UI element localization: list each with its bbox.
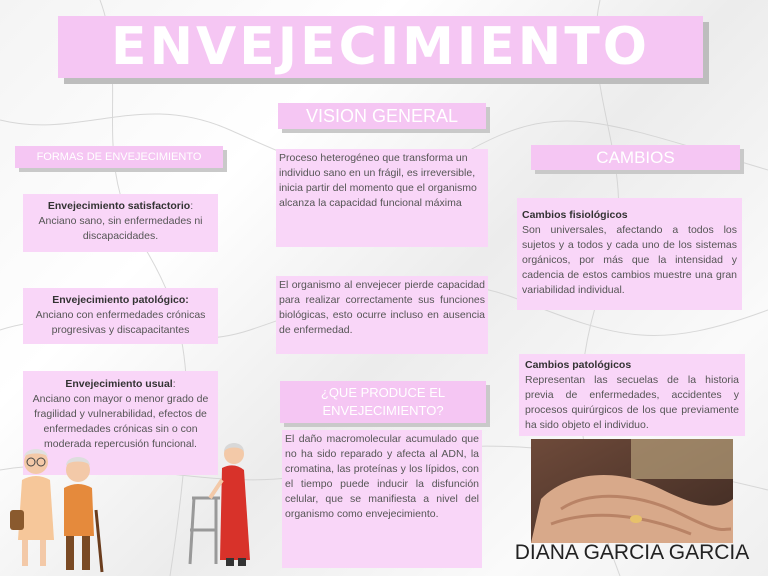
elderly-hands-photo xyxy=(531,439,733,543)
card-patologico xyxy=(23,288,218,344)
changes-header xyxy=(531,145,740,170)
overview-paragraph-1: Proceso heterogéneo que transforma un individuo sano en un frágil, es irreversible, inicia partir del momento que el organismo alcanza la capacidad funcional máxima xyxy=(276,149,488,247)
card-physiological-heading: Cambios fisiológicos xyxy=(522,209,628,221)
card-physiological-body: Son universales, afectando a todos los sujetos y a todos y cada uno de los sistemas orgánicos, por más que la intensidad y cadencia de estos cambios muestre una gran variabilidad individual. xyxy=(522,224,737,296)
changes-header-text: CAMBIOS xyxy=(596,148,675,167)
overview-header xyxy=(278,103,486,129)
author-name-text: DIANA GARCIA GARCIA xyxy=(514,541,750,564)
overview-paragraph-2: El organismo al envejecer pierde capacidad para realizar correctamente sus funciones biológicas, esto ocurre incluso en ausencia de enfermedad. xyxy=(276,276,488,354)
card-pathological-heading: Cambios patológicos xyxy=(525,359,632,371)
elderly-walker-illustration xyxy=(186,440,266,570)
overview-header-text: VISION GENERAL xyxy=(305,106,459,126)
card-physiological xyxy=(517,198,742,310)
cause-header-text: ¿QUE PRODUCE EL ENVEJECIMIENTO? xyxy=(320,385,446,418)
page-title-text: ENVEJECIMIENTO xyxy=(111,17,650,77)
card-satisfactorio: Envejecimiento satisfactorio: Anciano sano, sin enfermedades ni discapacidades. xyxy=(23,194,218,252)
card-satisfactorio-heading: Envejecimiento satisfactorio xyxy=(47,200,191,212)
author-name xyxy=(512,541,752,569)
card-pathological-body: Representan las secuelas de la historia previa de enfermedades, accidentes y procesos quirúrgicos de los que previamente ha sido objeto el individuo. xyxy=(525,374,739,431)
card-usual-body: Anciano con mayor o menor grado de fragilidad y vulnerabilidad, efectos de enfermedades crónicas sin o con moderada repercusión funcional. xyxy=(32,393,209,450)
card-pathological xyxy=(519,354,745,436)
elderly-couple-illustration xyxy=(8,440,108,576)
card-satisfactorio-body: Anciano sano, sin enfermedades ni discapacidades. xyxy=(38,215,203,242)
forms-header xyxy=(15,146,223,168)
forms-header-text: FORMAS DE ENVEJECIMIENTO xyxy=(36,151,202,163)
card-usual-heading: Envejecimiento usual xyxy=(65,378,173,390)
cause-header xyxy=(280,381,486,423)
page-title xyxy=(58,16,703,78)
cause-paragraph: El daño macromolecular acumulado que no ha sido reparado y afecta al ADN, la cromatina, las proteínas y los lípidos, con el tiempo puede inducir la disfunción celular, que se manifiesta a nivel del organismo como envejecimiento. xyxy=(282,430,482,568)
card-patologico-body: Anciano con enfermedades crónicas progresivas y discapacitantes xyxy=(35,309,206,336)
card-usual: Envejecimiento usual: Anciano con mayor o menor grado de fragilidad y vulnerabilidad, efectos de enfermedades crónicas sin o con moderada repercusión funcional. xyxy=(23,371,218,475)
card-patologico-heading: Envejecimiento patológico: xyxy=(52,294,189,306)
